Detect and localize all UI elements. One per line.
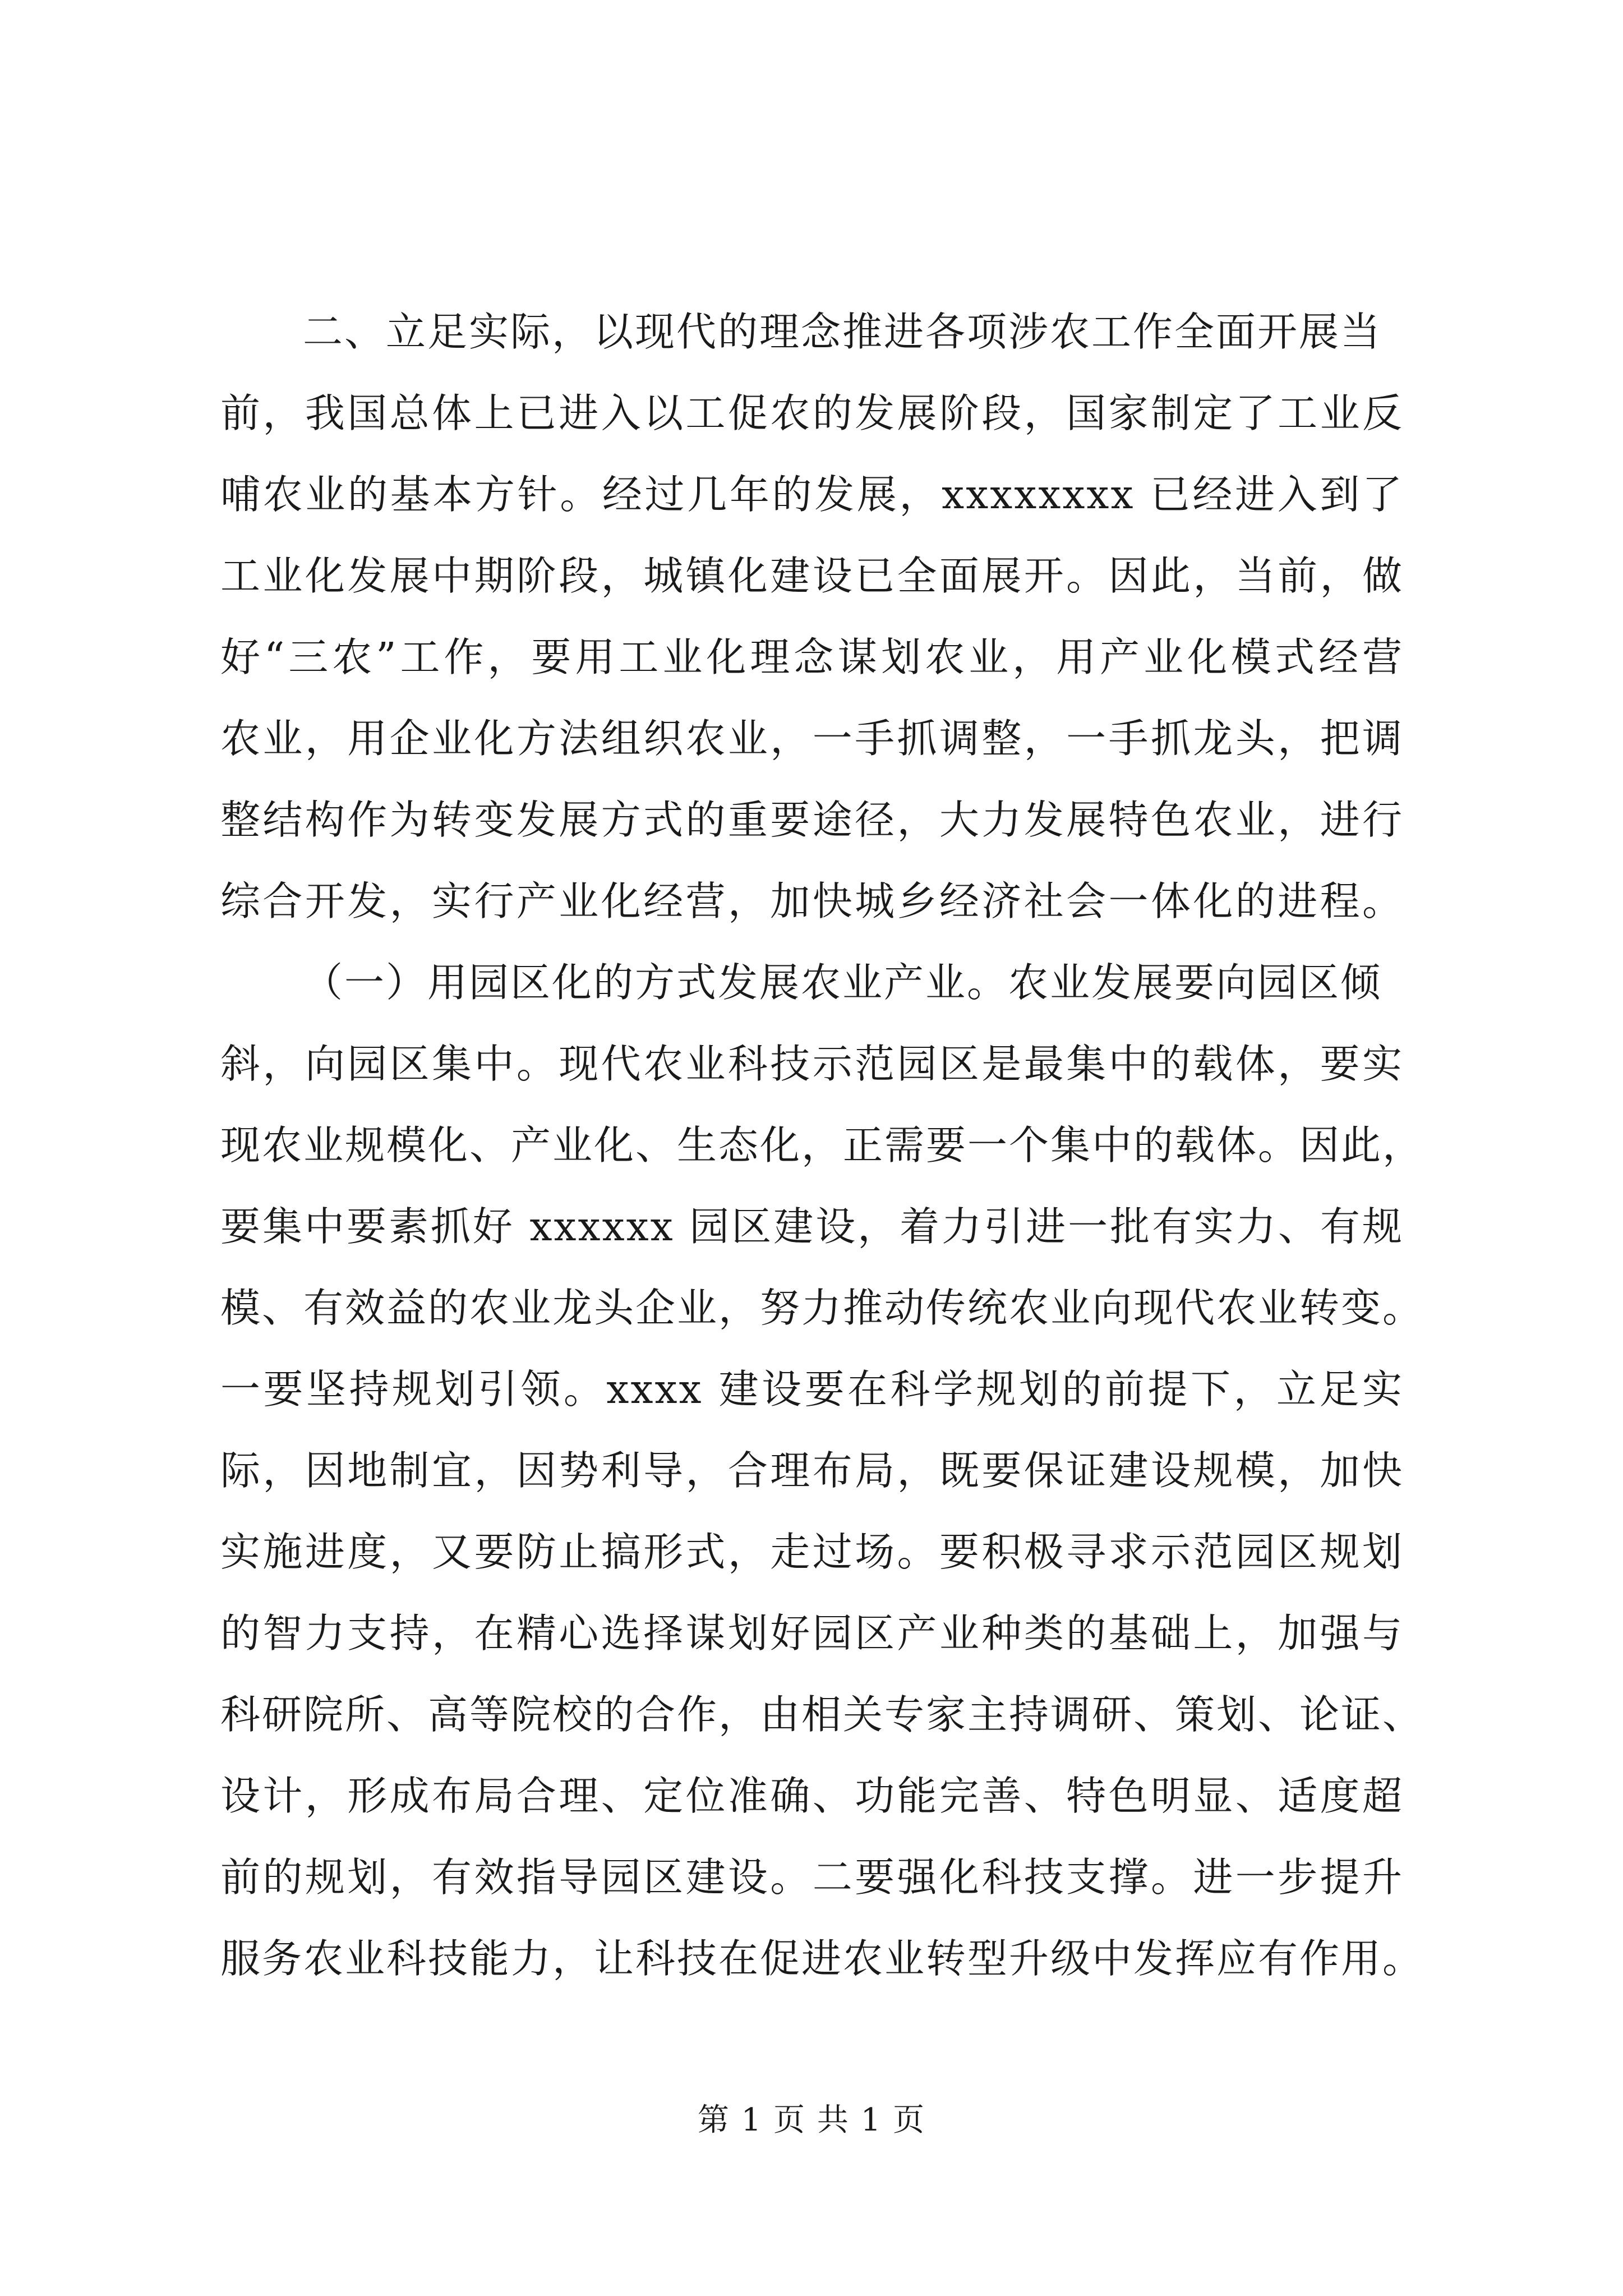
paragraph-1-line-5: 好“三农”工作，要用工业化理念谋划农业，用产业化模式经营 (220, 634, 1404, 680)
paragraph-2-line-13: 服务农业科技能力，让科技在促进农业转型升级中发挥应有作用。 (220, 1935, 1424, 1982)
paragraph-2-line-9: 的智力支持，在精心选择谋划好园区产业种类的基础上，加强与 (220, 1610, 1404, 1657)
paragraph-2-line-3: 现农业规模化、产业化、生态化，正需要一个集中的载体。因此， (220, 1122, 1424, 1168)
paragraph-1-line-8: 综合开发，实行产业化经营，加快城乡经济社会一体化的进程。 (220, 878, 1404, 924)
paragraph-1-line-3: 哺农业的基本方针。经过几年的发展，xxxxxxxx 已经进入到了 (220, 471, 1404, 518)
paragraph-2-line-7: 际，因地制宜，因势利导，合理布局，既要保证建设规模，加快 (220, 1447, 1404, 1494)
paragraph-2-line-8: 实施进度，又要防止搞形式，走过场。要积极寻求示范园区规划 (220, 1529, 1404, 1575)
paragraph-1-line-2: 前，我国总体上已进入以工促农的发展阶段，国家制定了工业反 (220, 390, 1404, 436)
paragraph-2-line-5: 模、有效益的农业龙头企业，努力推动传统农业向现代农业转变。 (220, 1285, 1424, 1331)
paragraph-2-line-12: 前的规划，有效指导园区建设。二要强化科技支撑。进一步提升 (220, 1854, 1404, 1901)
paragraph-1-line-1: 二、立足实际，以现代的理念推进各项涉农工作全面开展当 (303, 309, 1382, 355)
page-number-footer: 第 1 页 共 1 页 (697, 2102, 926, 2138)
paragraph-2-line-11: 设计，形成布局合理、定位准确、功能完善、特色明显、适度超 (220, 1773, 1404, 1819)
paragraph-1-line-4: 工业化发展中期阶段，城镇化建设已全面展开。因此，当前，做 (220, 553, 1404, 599)
paragraph-1-line-6: 农业，用企业化方法组织农业，一手抓调整，一手抓龙头，把调 (220, 715, 1404, 762)
paragraph-2-line-6: 一要坚持规划引领。xxxx 建设要在科学规划的前提下，立足实 (220, 1366, 1404, 1412)
paragraph-1-line-7: 整结构作为转变发展方式的重要途径，大力发展特色农业，进行 (220, 797, 1404, 843)
paragraph-2-line-2: 斜，向园区集中。现代农业科技示范园区是最集中的载体，要实 (220, 1041, 1404, 1087)
paragraph-2-line-1: （一）用园区化的方式发展农业产业。农业发展要向园区倾 (303, 959, 1382, 1006)
paragraph-2-line-4: 要集中要素抓好 xxxxxx 园区建设，着力引进一批有实力、有规 (220, 1203, 1404, 1250)
paragraph-2-line-10: 科研院所、高等院校的合作，由相关专家主持调研、策划、论证、 (220, 1691, 1424, 1738)
